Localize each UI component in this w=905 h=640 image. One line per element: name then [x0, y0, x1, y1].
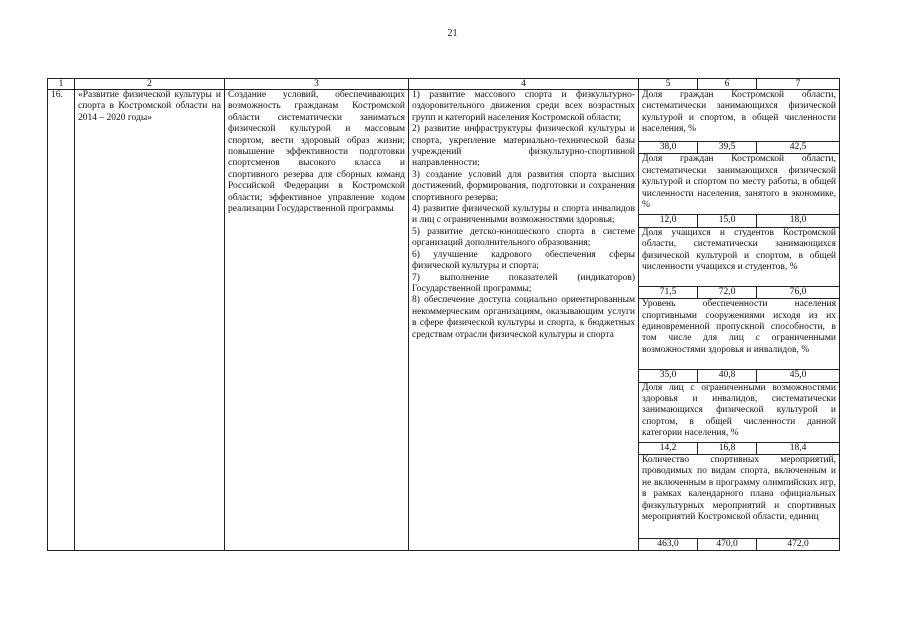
- task-item: 6) улучшение кадрового обеспечения сферы физической культуры и спорта;: [412, 249, 635, 272]
- table-row: [48, 90, 840, 142]
- indicator-name: Доля учащихся и студентов Костромской области, систематически занимающихся физической культурой и спортом, в общей численности учащихся и студентов, %: [639, 227, 840, 286]
- program-tasks: [409, 90, 639, 551]
- task-item: 7) выполнение показателей (индикаторов) Государственной программы;: [412, 272, 635, 294]
- program-goals: Создание условий, обеспечивающих возможность гражданам Костромской области систематически заниматься физической культурой и массовым спортом, вести здоровый образ жизни; повышение эффективности подготовки спортсменов высокого класса и спортивного резерва для сборных команд Российской Федерации в Костромской области; эффективное управление ходом реализации Государственной программы: [225, 90, 409, 551]
- header-cell: 2: [75, 79, 225, 90]
- indicator-value: 40,8: [698, 370, 757, 382]
- indicator-value: 472,0: [757, 539, 840, 551]
- header-cell: 6: [698, 79, 757, 90]
- task-item: 4) развитие физической культуры и спорта инвалидов и лиц с ограниченными возможностями здоровья;: [412, 204, 635, 226]
- indicator-value: 72,0: [698, 286, 757, 298]
- indicator-name: Количество спортивных мероприятий, проводимых по видам спорта, включенным и не включенным в программу олимпийских игр, в рамках календарного плана официальных физкультурных мероприятий и спортивных мероприятий Костромской области, единиц: [639, 455, 840, 539]
- indicator-name: Уровень обеспеченности населения спортивными сооружениями исходя из их единовременной пропускной способности, в том числе для лиц с ограниченными возможностями здоровья и инвалидов, %: [639, 299, 840, 370]
- page-number: 21: [447, 28, 458, 39]
- indicator-value: 470,0: [698, 539, 757, 551]
- header-cell: 4: [409, 79, 639, 90]
- task-item: 2) развитие инфраструктуры физической культуры и спорта, укрепление материально-технической базы учреждений физкультурно-спортивной направленности;: [412, 124, 635, 169]
- task-item: 8) обеспечение доступа социально ориентированным некоммерческим организациям, оказывающим услуги в сфере физической культуры и спорта, к бюджетных средствам отрасли физической культуры и спорта: [412, 295, 635, 340]
- indicator-value: 16,8: [698, 442, 757, 454]
- program-name: «Развитие физической культуры и спорта в Костромской области на 2014 – 2020 годы»: [75, 90, 225, 551]
- task-item: 3) создание условий для развития спорта высших достижений, формирования, подготовки и сохранения спортивного резерва;: [412, 169, 635, 203]
- indicator-value: 18,0: [757, 215, 840, 227]
- indicator-name: Доля лиц с ограниченными возможностями здоровья и инвалидов, систематически занимающихся физической культурой и спортом, в общей численности данной категории населения, %: [639, 382, 840, 442]
- indicator-name: Доля граждан Костромской области, систематически занимающихся физической культурой и спортом, в общей численности населения, %: [639, 90, 840, 142]
- header-cell: 1: [48, 79, 75, 90]
- indicator-value: 39,5: [698, 142, 757, 154]
- indicator-value: 12,0: [639, 215, 698, 227]
- header-cell: 3: [225, 79, 409, 90]
- indicator-value: 45,0: [757, 370, 840, 382]
- indicator-name: Доля граждан Костромской области, систематически занимающихся физической культурой и спортом по месту работы, в общей численности населения, занятого в экономике, %: [639, 154, 840, 215]
- indicator-value: 15,0: [698, 215, 757, 227]
- indicator-value: 463,0: [639, 539, 698, 551]
- indicator-value: 18,4: [757, 442, 840, 454]
- header-cell: 5: [639, 79, 698, 90]
- indicator-value: 76,0: [757, 286, 840, 298]
- task-item: 5) развитие детско-юношеского спорта в системе организаций дополнительного образования;: [412, 226, 635, 249]
- header-row: [48, 79, 840, 90]
- task-item: 1) развитие массового спорта и физкультурно-оздоровительного движения среди всех возрастных групп и категорий населения Костромской области;: [412, 90, 635, 123]
- header-cell: 7: [757, 79, 840, 90]
- indicator-value: 35,0: [639, 370, 698, 382]
- indicator-value: 42,5: [757, 142, 840, 154]
- indicator-value: 14,2: [639, 442, 698, 454]
- indicator-value: 38,0: [639, 142, 698, 154]
- row-number: 16.: [48, 90, 75, 551]
- indicator-value: 71,5: [639, 286, 698, 298]
- program-table: [47, 78, 840, 551]
